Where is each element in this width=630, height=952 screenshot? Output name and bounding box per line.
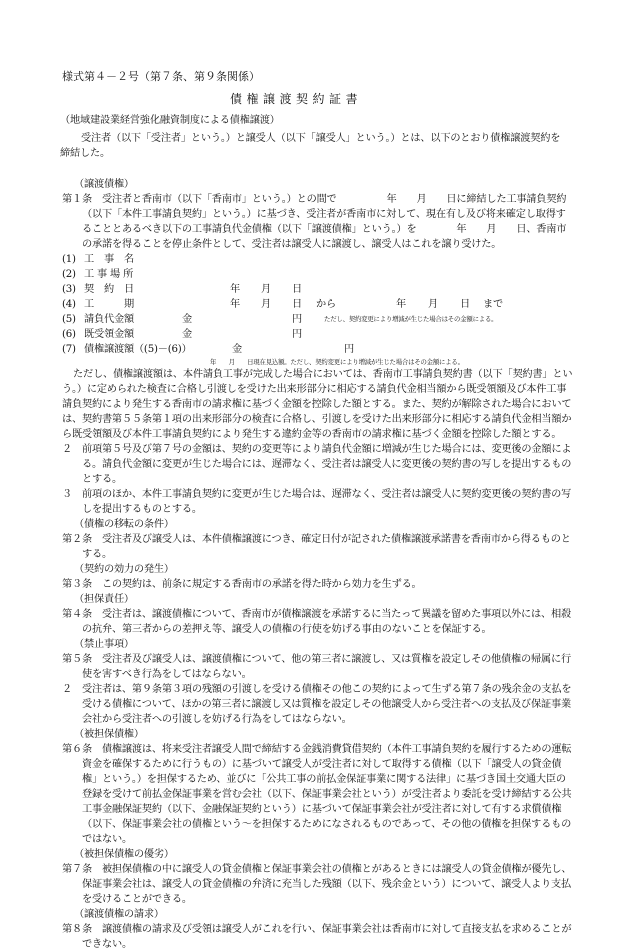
item-7-note-row: [62, 357, 574, 367]
item-5: (5) 請負代金額 金 円 ただし、契約変更により増減が生じた場合はその金額による。: [62, 314, 498, 325]
item-1: (1) 工 事 名: [62, 254, 134, 265]
article-1-proviso: ただし、債権譲渡額は、本件請負工事が完成した場合においては、香南市工事請負契約書（以下「契約書」という。）に定められた検査に合格し引渡しを受けた出来形部分に相応する請負代金相当額から既受領額及び本件工事請負契約により発生する香南市の請求権に基づく金額を控除した額とする。また、契約が解除された場合においては、契約書第５５条第１項の出来形部分の検査に合格し、引渡しを受けた出来形部分に相応する請負代金相当額から既受領額及び本件工事請負契約により発生する違約金等の香南市の請求権に基づく金額を控除した額とする。: [62, 369, 573, 440]
article-5-para-2: ２ 受注者は、第９条第３項の残額の引渡しを受ける債権その他この契約によって生ずる第７条の残余金の支払を受ける債権について、ほかの第三者に譲渡し又は質権を設定しその他譲受人から受注者への支払及び保証事業会社から受注者への引渡しを妨げる行為をしてはならない。: [62, 684, 572, 725]
article-6-caption: （被担保債権）: [74, 729, 144, 740]
article-8-caption: （譲渡債権の請求）: [74, 909, 164, 920]
article-6-text: 第６条 債権譲渡は、将来受注者譲受人間で締結する金銭消費貸借契約（本件工事請負契約を履行するための運転資金を確保するために行うもの）に基づいて譲受人が受注者に対して取得する債権（以下「譲受人の貸金債権」という。）を担保するため、並びに「公共工事の前払金保証事業に関する法律」に基づき国土交通大臣の登録を受けて前払金保証事業を営む会社（以下、保証事業会社という）が受注者より委託を受け締結する公共工事金融保証契約（以下、金融保証契約という）に基づいて保証事業会社が受注者に対して有する求償債権（以下、保証事業会社の債権という〜を担保するためになされるものであって、その他の債権を担保するものではない。: [62, 744, 572, 845]
document-subtitle: （地域建設業経営強化融資制度による債権譲渡）: [60, 115, 280, 126]
item-7: (7) 債権譲渡額（(5)－(6)） 金 円: [62, 344, 354, 355]
item-2: (2) 工 事 場 所: [62, 269, 134, 280]
article-3-text: 第３条 この契約は、前条に規定する香南市の承諾を得た時から効力を生ずる。: [62, 579, 422, 590]
item-7-note: 年 月 日現在見込額。ただし、契約変更により増減が生じた場合はその金額による。: [210, 358, 464, 366]
article-4-caption: （担保責任）: [74, 594, 134, 605]
article-1-text: 第１条 受注者と香南市（以下「香南市」という。）との間で 年 月 日に締結した工事請負契約（以下「本件工事請負契約」という。）に基づき、受注者が香南市に対して、現在有し及び将来確定し取得することとあるべき以下の工事請負代金債権（以下「譲渡債権」という。）を 年 月 日、香南市の承諾を得ることを停止条件として、受注者は譲受人に譲渡し、譲受人はこれを譲り受けた。: [62, 194, 567, 250]
article-5-text: 第５条 受注者及び譲受人は、譲渡債権について、他の第三者に譲渡し、又は質権を設定しその他債権の帰属に行使を害すべき行為をしてはならない。: [62, 654, 571, 680]
article-7-caption: （被担保債権の優劣）: [74, 849, 174, 860]
article-2-text: 第２条 受注者及び譲受人は、本件債権譲渡につき、確定日付が記された債権譲渡承諾書を香南市から得るものとする。: [62, 534, 571, 560]
item-6: (6) 既受領金額 金 円: [62, 329, 302, 340]
article-3-caption: （契約の効力の発生）: [74, 564, 174, 575]
item-4: (4) 工 期 年 月 日 から 年 月 日 まで: [62, 299, 503, 310]
article-1-para-3: ３ 前項のほか、本件工事請負契約に変更が生じた場合は、遅滞なく、受注者は譲受人に契約変更後の契約書の写しを提出するものとする。: [62, 489, 572, 515]
intro-paragraph: 受注者（以下「受注者」という。）と譲受人（以下「譲受人」という。）とは、以下のとおり債権譲渡契約を締結した。: [60, 133, 561, 159]
article-7-text: 第７条 被担保債権の中に譲受人の貸金債権と保証事業会社の債権とがあるときには譲受人の貸金債権が優先し、保証事業会社は、譲受人の貸金債権の弁済に充当した残額（以下、残余金という）について、譲受人より支払を受けることができる。: [62, 864, 572, 905]
article-1-caption: （譲渡債権）: [74, 179, 134, 190]
document-body: [62, 177, 574, 952]
article-4-text: 第４条 受注者は、譲渡債権について、香南市が債権譲渡を承諾するに当たって異議を留めた事項以外には、相殺の抗弁、第三者からの差押え等、譲受人の債権の行使を妨げる事由のないことを保証する。: [62, 609, 571, 635]
article-1-para-2: ２ 前項第５号及び第７号の金額は、契約の変更等により請負代金額に増減が生じた場合には、変更後の金額による。請負代金額に変更が生じた場合には、遅滞なく、受注者は譲受人に変更後の契約書の写しを提出するものとする。: [62, 444, 572, 485]
article-8-text: 第８条 譲渡債権の請求及び受領は譲受人がこれを行い、保証事業会社は香南市に対して直接支払を求めることができない。: [62, 924, 572, 950]
document-title: 債権譲渡契約証書: [230, 92, 363, 106]
form-number: 様式第４－２号（第７条、第９条関係）: [62, 70, 260, 83]
item-list: [62, 252, 574, 367]
item-3: (3) 契 約 日 年 月 日: [62, 284, 302, 295]
article-2-caption: （債権の移転の条件）: [74, 519, 174, 530]
article-5-caption: （禁止事項）: [74, 639, 134, 650]
item-5-note: ただし、契約変更により増減が生じた場合はその金額による。: [324, 315, 498, 323]
